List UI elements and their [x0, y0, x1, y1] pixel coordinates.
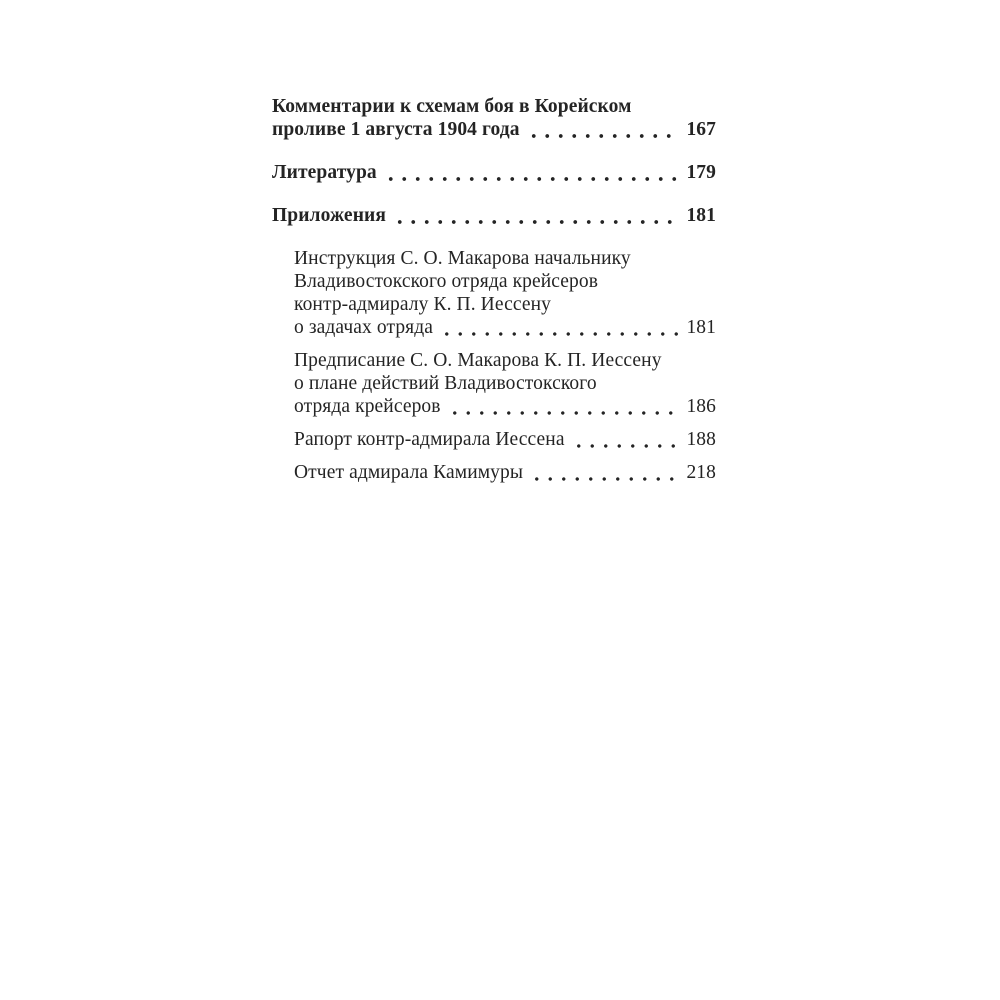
toc-entry-text: проливе 1 августа 1904 года [272, 119, 520, 140]
dot-leader [527, 461, 679, 484]
page-number: 186 [686, 396, 716, 417]
toc-entry-line: контр-адмиралу К. П. Иессену [294, 294, 551, 315]
toc-entry-text: Отчет адмирала Камимуры [294, 462, 524, 483]
toc-entry-line [272, 118, 716, 141]
toc-entry-line [272, 161, 716, 184]
page-number: 179 [686, 162, 716, 183]
dot-leader [437, 316, 679, 339]
toc-entry-text: о задачах отряда [294, 317, 434, 338]
toc-entry-line: Владивостокского отряда крейсеров [294, 271, 599, 292]
page-number: 188 [686, 429, 716, 450]
toc-entry [272, 428, 716, 451]
toc-entry [272, 95, 716, 141]
toc-entry-text: Рапорт контр-адмирала Иессена [294, 429, 565, 450]
dot-leader [569, 428, 680, 451]
dot-leader [390, 204, 679, 227]
dot-leader [524, 118, 680, 141]
toc-entry-line: Инструкция С. О. Макарова начальнику [294, 248, 631, 269]
toc-entry [272, 349, 716, 418]
dot-leader [445, 395, 680, 418]
toc-entry-line [272, 204, 716, 227]
toc-entry-line: о плане действий Владивостокского [294, 373, 597, 394]
dot-leader [381, 161, 680, 184]
toc-entry-text: отряда крейсеров [294, 396, 441, 417]
toc-entry-line [294, 395, 716, 418]
toc-entry-line: Предписание С. О. Макарова К. П. Иессену [294, 350, 662, 371]
table-of-contents [272, 95, 716, 494]
page-number: 181 [686, 317, 716, 338]
toc-entry-line [294, 316, 716, 339]
page-number: 181 [686, 205, 716, 226]
toc-entry [272, 204, 716, 227]
toc-entry [272, 247, 716, 339]
page-number: 218 [686, 462, 716, 483]
toc-entry-line: Комментарии к схемам боя в Корейском [272, 96, 632, 117]
toc-entry-text: Приложения [272, 205, 387, 226]
toc-entry-line [294, 461, 716, 484]
page-number: 167 [686, 119, 716, 140]
toc-entry [272, 161, 716, 184]
toc-entry [272, 461, 716, 484]
toc-entry-line [294, 428, 716, 451]
toc-entry-text: Литература [272, 162, 377, 183]
